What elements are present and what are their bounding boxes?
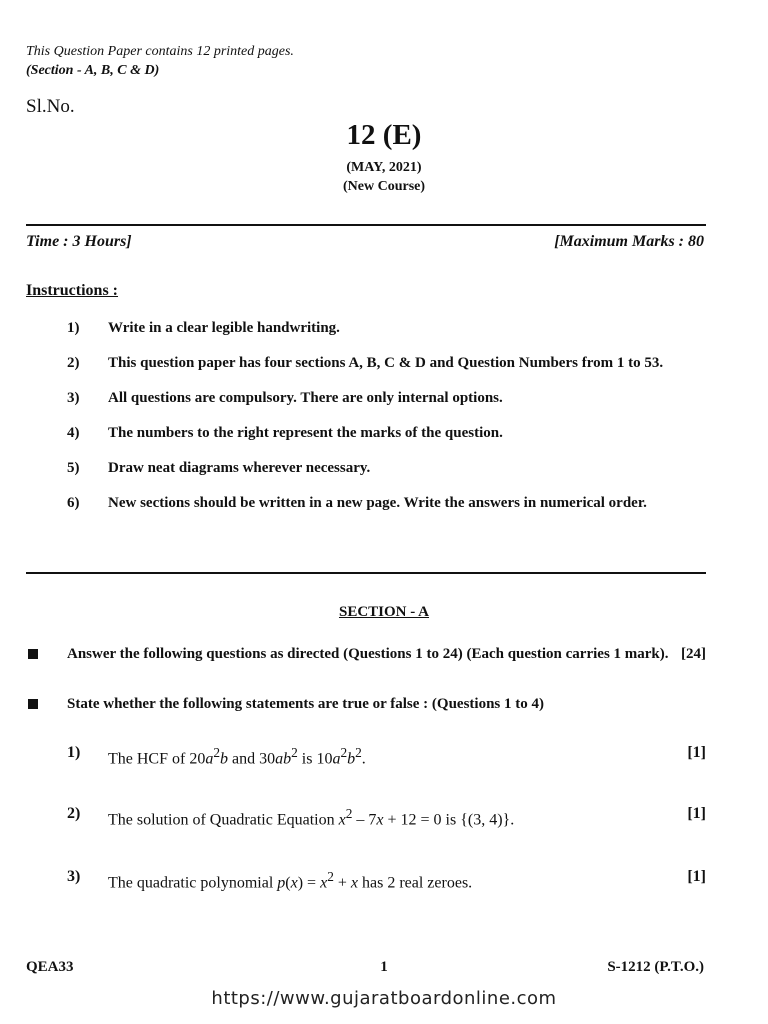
question-number: 1) (67, 744, 81, 761)
instruction-number: 6) (67, 495, 80, 511)
sections-note: (Section - A, B, C & D) (26, 63, 160, 78)
instruction-text: New sections should be written in a new page. Write the answers in numerical order. (108, 495, 647, 511)
instructions-heading: Instructions : (26, 282, 119, 299)
instruction-item (26, 351, 706, 375)
pages-note: This Question Paper contains 12 printed pages. (26, 44, 294, 59)
section-directive (26, 643, 706, 666)
instruction-text: Draw neat diagrams wherever necessary. (108, 460, 371, 476)
instruction-item (26, 491, 706, 515)
instruction-item (26, 386, 706, 410)
directive-text: Answer the following questions as directed (Questions 1 to 24) (Each question carries 1 mark). (67, 646, 669, 662)
time-allowed: Time : 3 Hours] (26, 233, 132, 250)
course-type: (New Course) (342, 179, 426, 194)
instruction-number: 5) (67, 460, 80, 476)
instruction-number: 2) (67, 355, 80, 371)
paper-reference: S-1212 (P.T.O.) (607, 959, 704, 975)
bullet-square-icon (26, 643, 67, 666)
question-row (26, 742, 706, 770)
instruction-item (26, 456, 706, 480)
instructions-list (26, 316, 706, 526)
section-directive (26, 693, 706, 716)
directive-marks: [24] (681, 646, 706, 662)
question-marks: [1] (687, 868, 706, 885)
serial-number-label: Sl.No. (26, 96, 75, 117)
instruction-item (26, 316, 706, 340)
instruction-text: Write in a clear legible handwriting. (108, 320, 340, 336)
question-text: The HCF of $20a^2b$ and $30ab^2$ is $10a^2b^2$. (108, 745, 366, 768)
section-a-heading: SECTION - A (338, 604, 430, 620)
page-number: 1 (380, 959, 388, 975)
instruction-text: All questions are compulsory. There are only internal options. (108, 390, 503, 406)
question-text: The solution of Quadratic Equation $x^2 - 7x + 12 = 0$ is {(3, 4)}. (108, 806, 515, 829)
paper-code: 12 (E) (346, 119, 422, 151)
question-number: 3) (67, 868, 81, 885)
question-marks: [1] (687, 744, 706, 761)
bullet-square-icon (26, 693, 67, 716)
exam-date: (MAY, 2021) (346, 160, 422, 175)
website-url[interactable]: https://www.gujaratboardonline.com (211, 988, 557, 1009)
directive-text: State whether the following statements are true or false : (Questions 1 to 4) (67, 696, 545, 712)
question-text: The quadratic polynomial $p(x) = x^2 + x$ has 2 real zeroes. (108, 869, 473, 892)
maximum-marks: [Maximum Marks : 80 (554, 233, 704, 250)
instruction-number: 4) (67, 425, 80, 441)
instruction-number: 3) (67, 390, 80, 406)
header-divider (26, 224, 706, 226)
instructions-divider (26, 572, 706, 574)
instruction-text: This question paper has four sections A, B, C & D and Question Numbers from 1 to 53. (108, 355, 664, 371)
instruction-item (26, 421, 706, 445)
instruction-text: The numbers to the right represent the marks of the question. (108, 425, 503, 441)
instruction-number: 1) (67, 320, 80, 336)
question-row (26, 803, 706, 831)
question-marks: [1] (687, 805, 706, 822)
question-number: 2) (67, 805, 81, 822)
paper-series-code: QEA33 (26, 959, 74, 975)
question-row (26, 866, 706, 894)
